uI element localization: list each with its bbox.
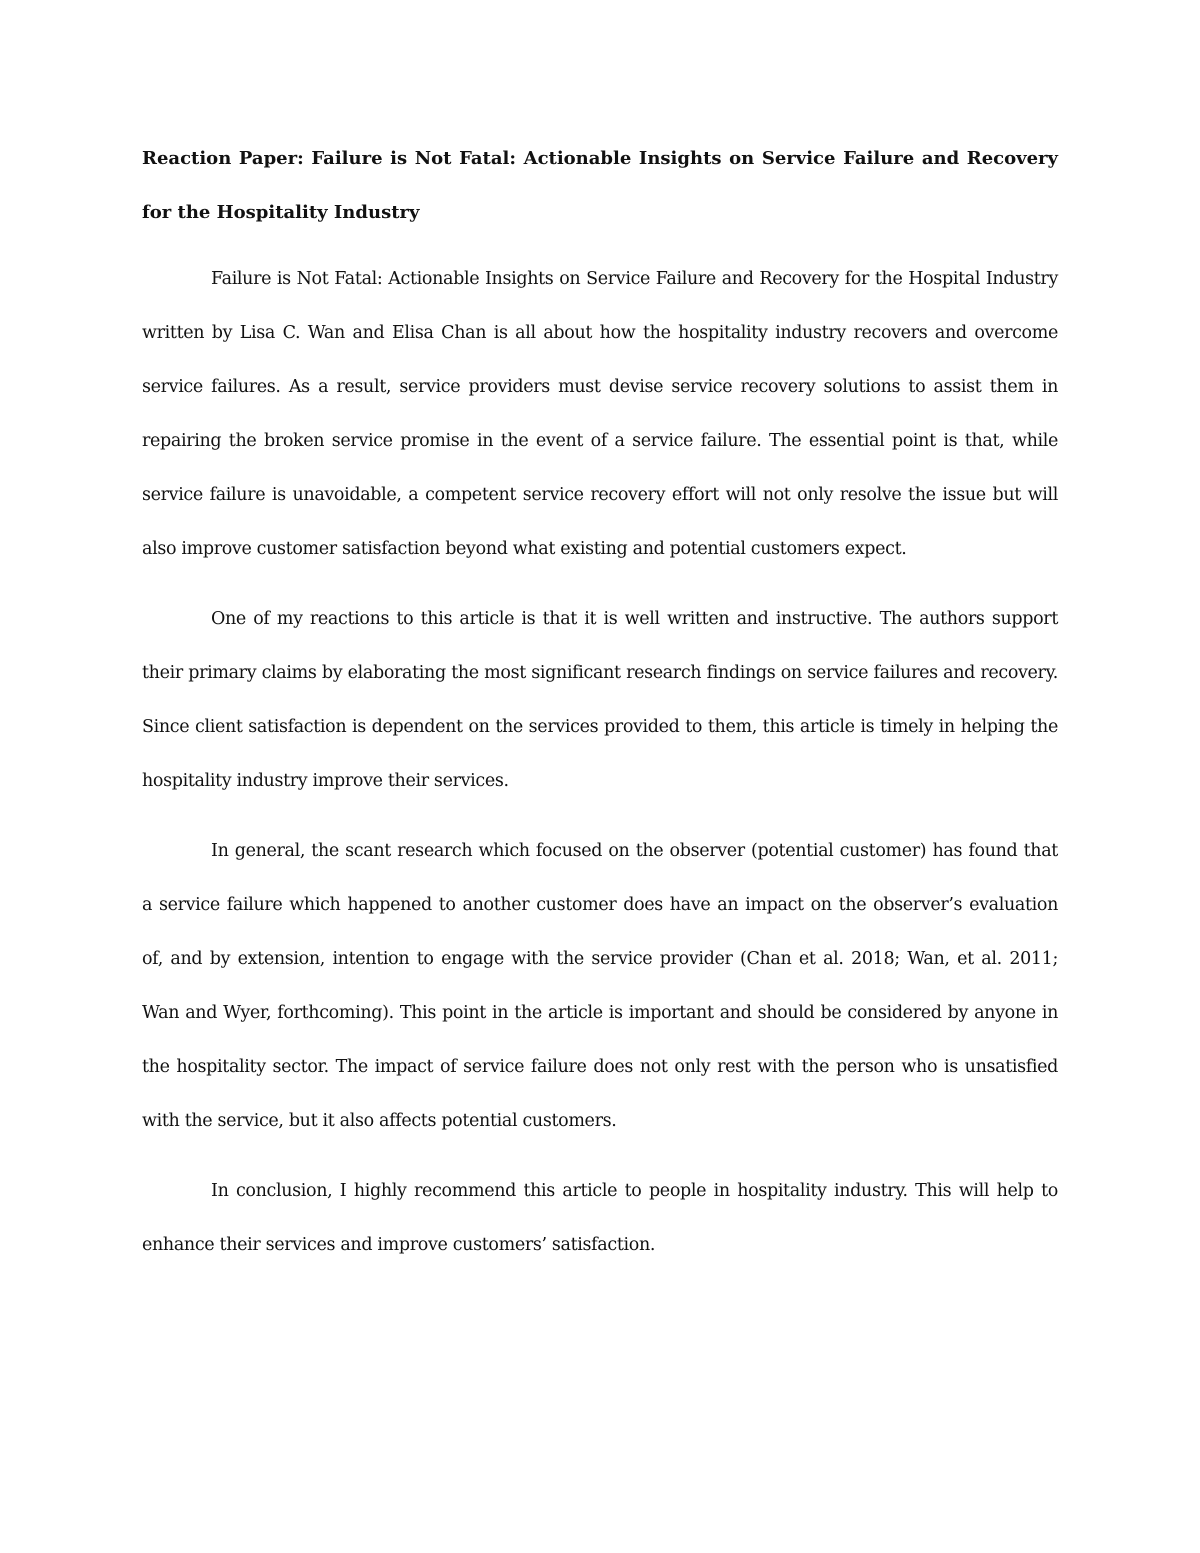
paper-title: Reaction Paper: Failure is Not Fatal: Actionable Insights on Service Failure and Recovery for the Hospitality Industry xyxy=(142,148,1058,223)
paragraph-reaction: One of my reactions to this article is that it is well written and instructive. The authors support their primary claims by elaborating the most significant research findings on service failures and recovery. Since client satisfaction is dependent on the services provided to them, this article is timely in helping the hospitality industry improve their services. xyxy=(142,609,1058,791)
paragraph-observer-impact: In general, the scant research which focused on the observer (potential customer) has found that a service failure which happened to another customer does have an impact on the observer’s evaluation of, and by extension, intention to engage with the service provider (Chan et al. 2018; Wan, et al. 2011; Wan and Wyer, forthcoming). This point in the article is important and should be considered by anyone in the hospitality sector. The impact of service failure does not only rest with the person who is unsatisfied with the service, but it also affects potential customers. xyxy=(142,841,1058,1131)
document-body xyxy=(142,132,1058,1288)
paragraph-summary: Failure is Not Fatal: Actionable Insights on Service Failure and Recovery for the Hospital Industry written by Lisa C. Wan and Elisa Chan is all about how the hospitality industry recovers and overcome service failures. As a result, service providers must devise service recovery solutions to assist them in repairing the broken service promise in the event of a service failure. The essential point is that, while service failure is unavoidable, a competent service recovery effort will not only resolve the issue but will also improve customer satisfaction beyond what existing and potential customers expect. xyxy=(142,269,1058,559)
paragraph-conclusion: In conclusion, I highly recommend this article to people in hospitality industry. This will help to enhance their services and improve customers’ satisfaction. xyxy=(142,1181,1058,1255)
